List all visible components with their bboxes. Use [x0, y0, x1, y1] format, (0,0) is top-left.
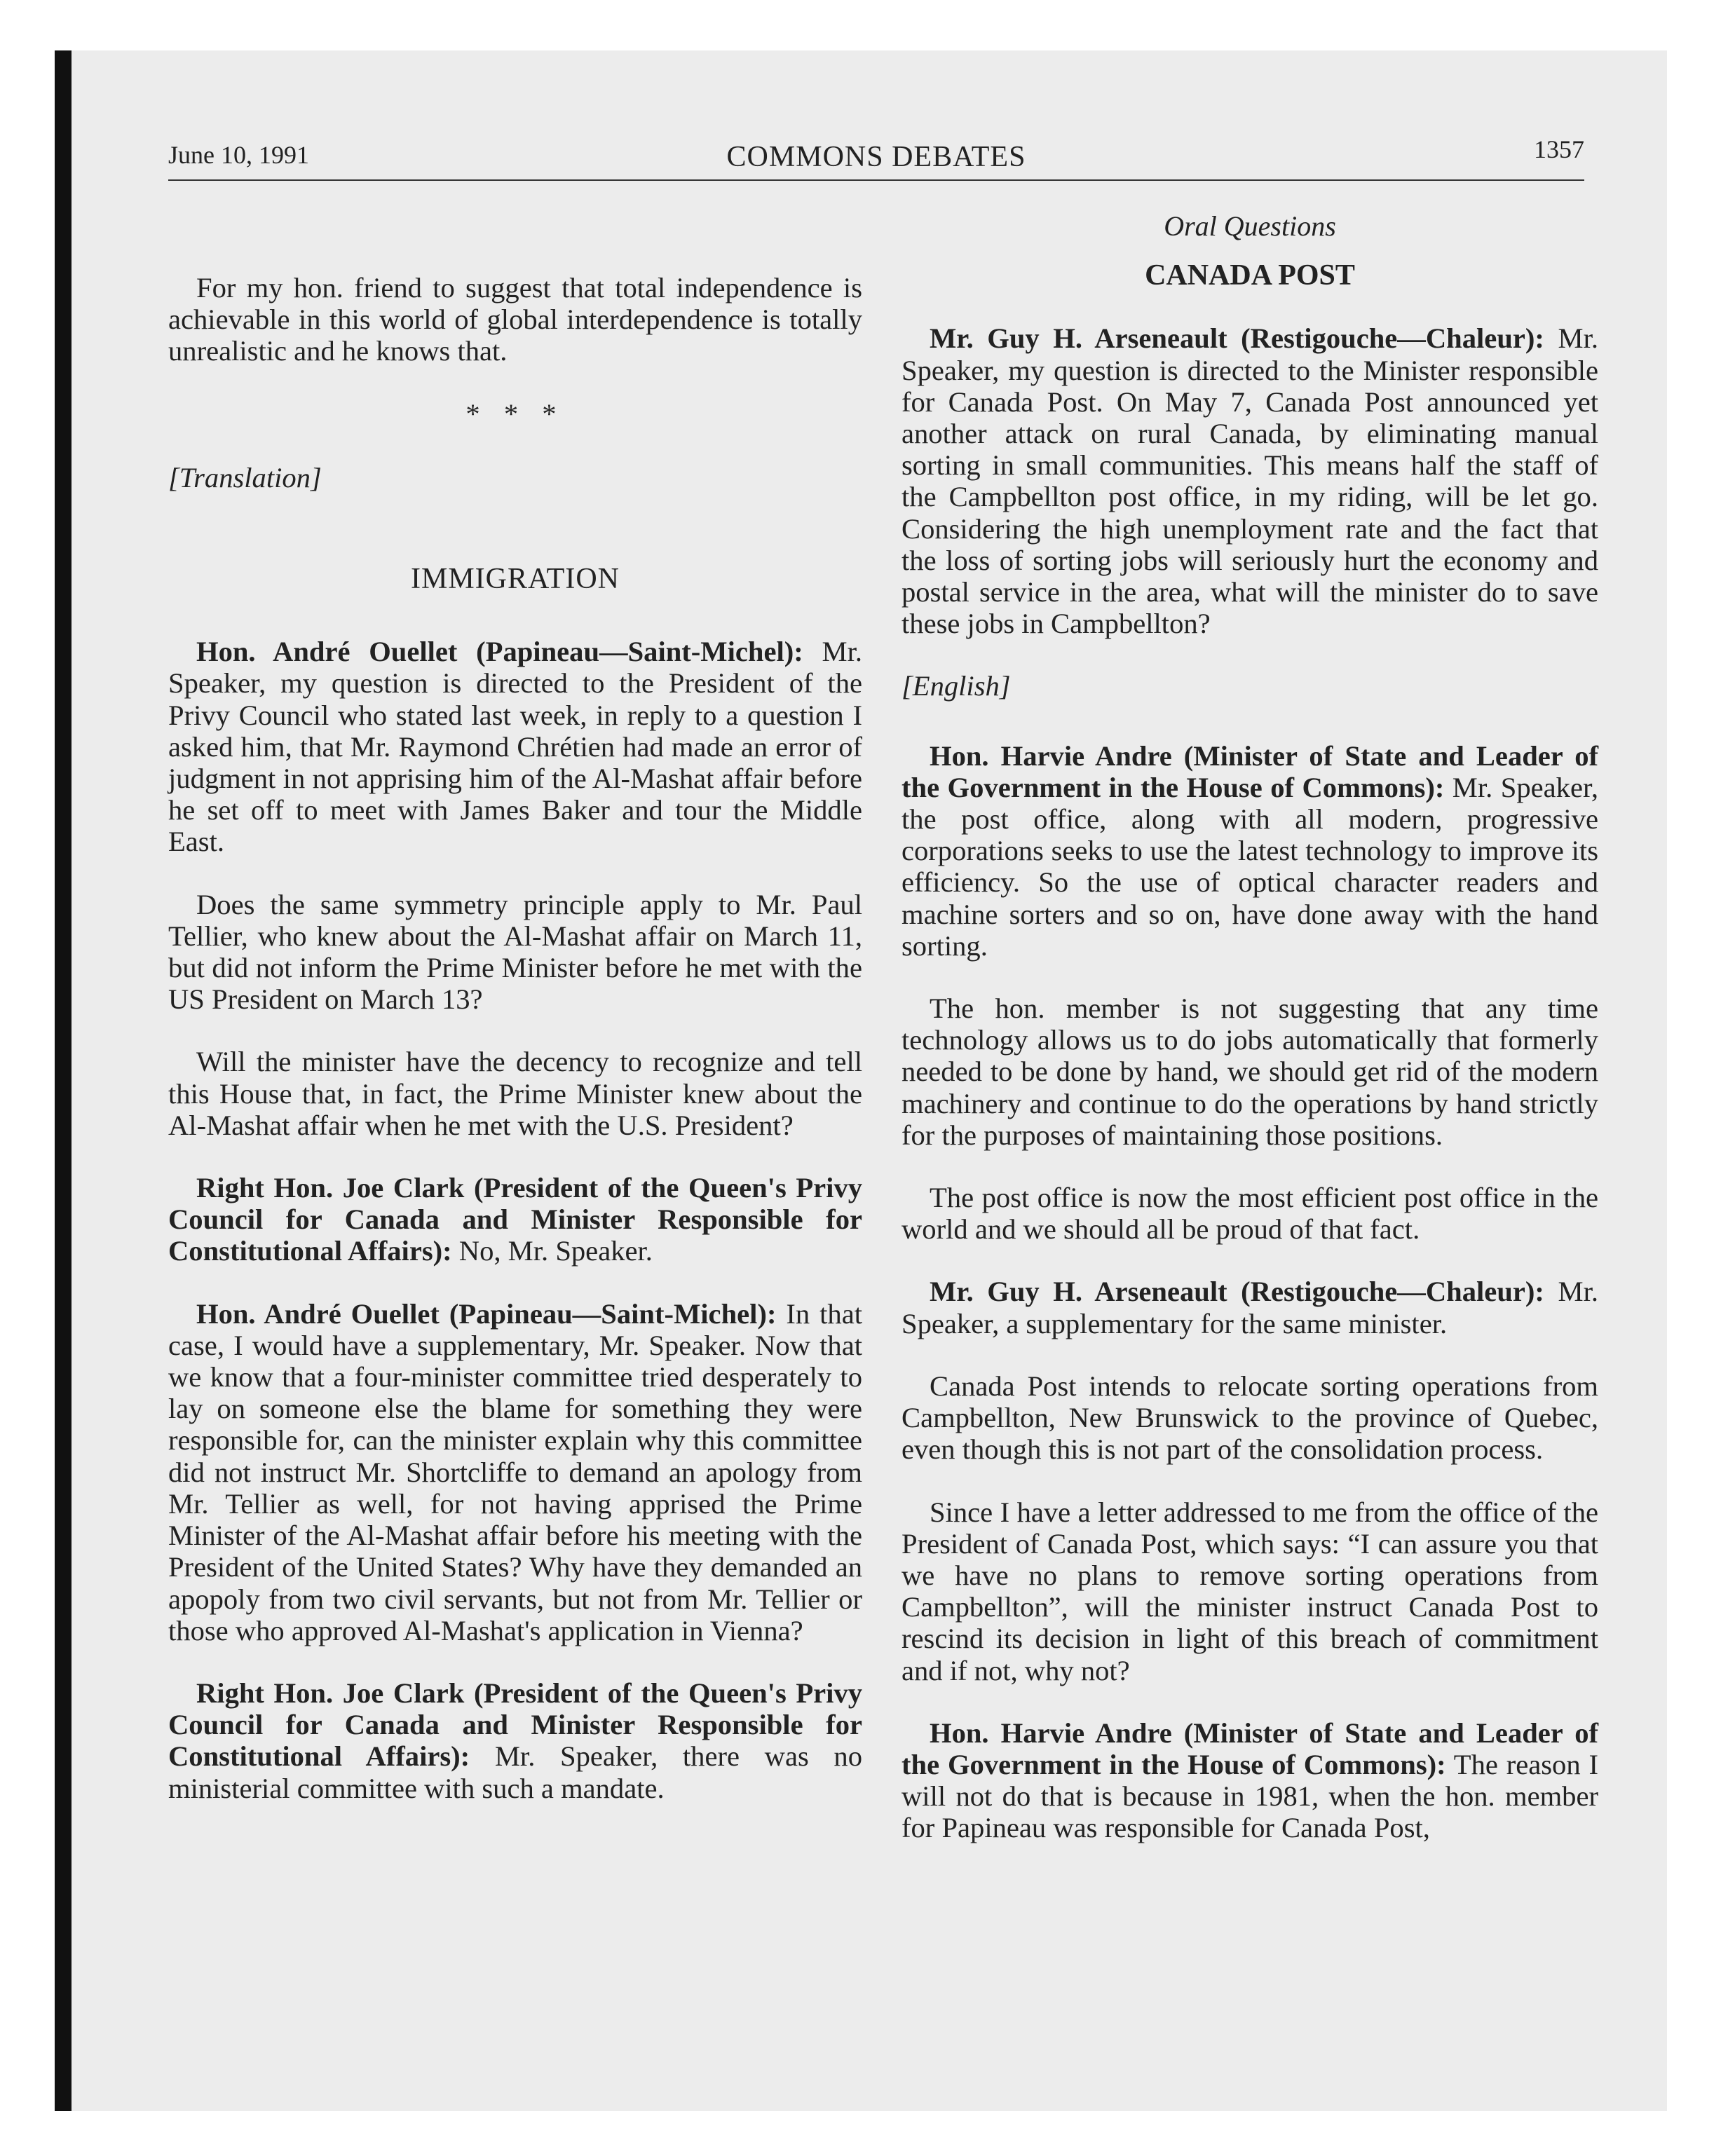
speech-text: No, Mr. Speaker. — [451, 1235, 653, 1267]
speaker-name: Right Hon. Joe Clark (President of the Queen's Privy Council for Canada and Minister Responsible for Constitutional Affairs): — [168, 1172, 862, 1267]
speaker-name: Right Hon. Joe Clark (President of the Queen's Privy Council for Canada and Minister Responsible for Constitutional Affairs): — [168, 1677, 862, 1773]
speech-paragraph — [901, 322, 1598, 639]
section-heading-immigration: IMMIGRATION — [411, 563, 620, 596]
paragraph: The hon. member is not suggesting that any time technology allows us to do jobs automatically that formerly needed to be done by hand, we should get rid of the modern machinery and continue to do the operations by hand strictly for the purposes of maintaining those positions. — [901, 992, 1598, 1151]
paragraph: Canada Post intends to relocate sorting operations from Campbellton, New Brunswick to the province of Quebec, even though this is not part of the consolidation process. — [901, 1370, 1598, 1466]
language-marker: [English] — [901, 670, 1011, 702]
speaker-name: Hon. André Ouellet (Papineau—Saint-Michel): — [196, 636, 803, 668]
scan-border — [55, 50, 72, 2111]
speaker-name: Hon. Harvie Andre (Minister of State and Leader of the Government in the House of Commons): — [901, 1717, 1598, 1780]
speech-text: Mr. Speaker, there was no ministerial committee with such a mandate. — [168, 1740, 863, 1804]
speaker-name: Hon. Harvie Andre (Minister of State and Leader of the Government in the House of Commons): — [901, 739, 1598, 803]
left-column — [168, 272, 862, 1804]
speech-paragraph — [168, 1172, 862, 1267]
speech-paragraph — [168, 636, 862, 857]
page-header — [168, 135, 1584, 181]
section-heading-canada-post: CANADA POST — [1145, 259, 1355, 292]
section-label: Oral Questions — [1164, 210, 1336, 242]
paragraph: The post office is now the most efficient post office in the world and we should all be proud of that fact. — [901, 1182, 1598, 1246]
paragraph: For my hon. friend to suggest that total independence is achievable in this world of global interdependence is totally unrealistic and he knows that. — [168, 272, 862, 367]
header-title: COMMONS DEBATES — [726, 141, 1026, 173]
speaker-name: Mr. Guy H. Arseneault (Restigouche—Chaleur): — [930, 1276, 1544, 1308]
speech-paragraph — [901, 740, 1598, 962]
speech-paragraph — [901, 1276, 1598, 1339]
speech-paragraph — [168, 1677, 862, 1804]
paragraph: Since I have a letter addressed to me from the office of the President of Canada Post, which says: “I can assure you that we have no plans to remove sorting operations from Campbellton”, will the minister instruct Canada Post to rescind its decision in light of this breach of commitment and if not, why not? — [901, 1496, 1598, 1686]
speech-text: Mr. Speaker, my question is directed to the President of the Privy Council who stated last week, in reply to a question I asked him, that Mr. Raymond Chrétien had made an error of judgment in not apprising him of the Al-Mashat affair before he set off to meet with James Baker and tour the Middle East. — [168, 636, 862, 858]
header-date: June 10, 1991 — [168, 141, 309, 169]
language-marker: [Translation] — [168, 461, 322, 493]
speech-paragraph — [168, 1298, 862, 1646]
paragraph: Does the same symmetry principle apply to Mr. Paul Tellier, who knew about the Al-Mashat affair on March 11, but did not inform the Prime Minister before he met with the US President on March 13? — [168, 888, 862, 1016]
speech-paragraph — [901, 1717, 1598, 1844]
page-number: 1357 — [1534, 135, 1584, 163]
speech-text: Mr. Speaker, my question is directed to the Minister responsible for Canada Post. On May 7, Canada Post announced yet another attack on rural Canada, by eliminating manual sorting in small communities. This means half the staff of the Campbellton post office, in my riding, will be let go. Considering the high unemployment rate and the fact that the loss of sorting jobs will seriously hurt the economy and postal service in the area, what will the minister do to save these jobs in Campbellton? — [901, 322, 1598, 640]
speech-text: Mr. Speaker, the post office, along with all modern, progressive corporations seeks to use the latest technology to improve its efficiency. So the use of optical character readers and machine sorters and so on, have done away with the hand sorting. — [901, 771, 1598, 962]
speech-text: In that case, I would have a supplementary, Mr. Speaker. Now that we know that a four-minister committee tried desperately to lay on someone else the blame for something they were responsible for, can the minister explain why this committee did not instruct Mr. Shortcliffe to demand an apology from Mr. Tellier as well, for not having apprised the Prime Minister of the Al-Mashat affair before his meeting with the President of the United States? Why have they demanded an apopoly from two civil servants, but not from Mr. Tellier or those who approved Al-Mashat's application in Vienna? — [168, 1297, 862, 1646]
paragraph: Will the minister have the decency to recognize and tell this House that, in fact, the Prime Minister knew about the Al-Mashat affair when he met with the U.S. President? — [168, 1046, 862, 1141]
speech-text: The reason I will not do that is because in 1981, when the hon. member for Papineau was responsible for Canada Post, — [901, 1748, 1598, 1844]
speaker-name: Hon. André Ouellet (Papineau—Saint-Michel): — [196, 1297, 777, 1330]
speaker-name: Mr. Guy H. Arseneault (Restigouche—Chaleur): — [930, 322, 1544, 355]
speech-text: Mr. Speaker, a supplementary for the same minister. — [901, 1276, 1598, 1339]
right-column — [901, 210, 1598, 1844]
section-separator: * * * — [465, 397, 565, 430]
